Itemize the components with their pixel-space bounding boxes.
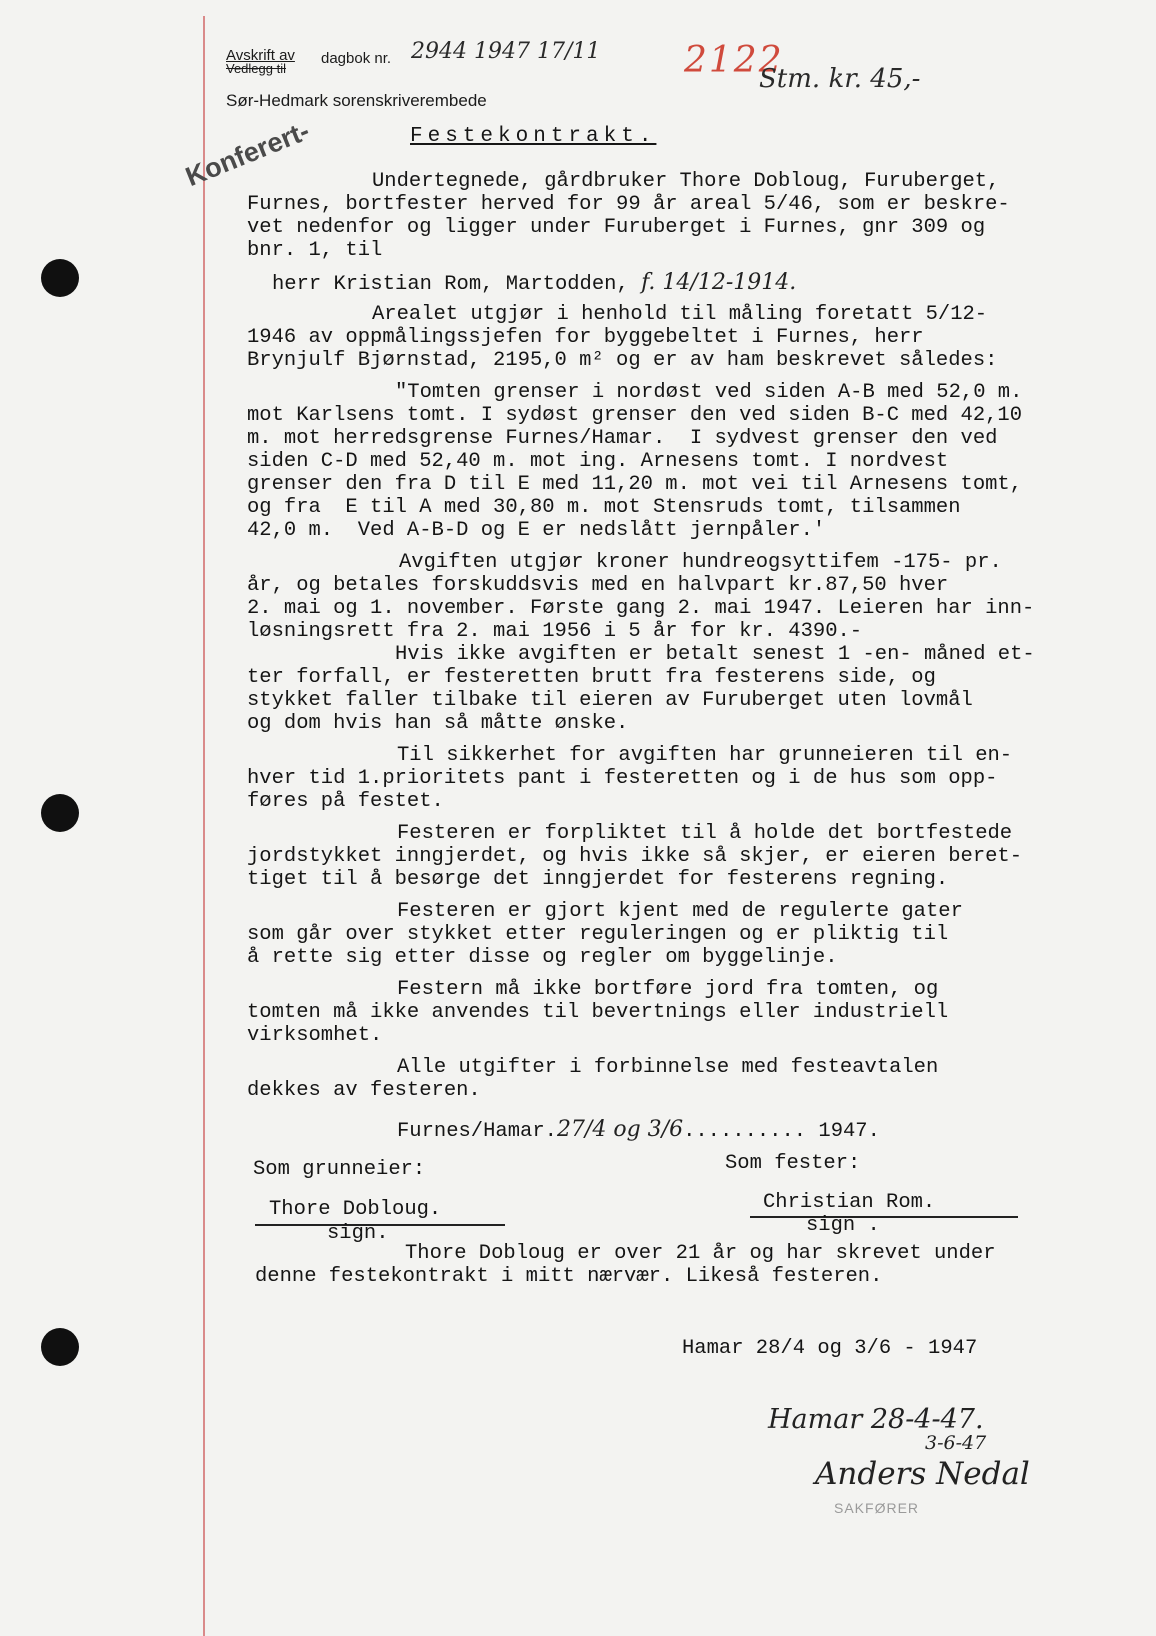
lessee-signature-rule [750,1216,1018,1218]
sakforer-stamp: SAKFØRER [834,1500,920,1516]
lawyer-signature: Anders Nedal [815,1456,1030,1492]
punch-hole [41,259,79,297]
text-line: 42,0 m. Ved A-B-D og E er nedslått jernpåler.' [247,519,826,542]
text-line: vet nedenfor og ligger under Furuberget i Furnes, gnr 309 og [247,216,986,239]
text-line: hver tid 1.prioritets pant i festeretten og i de hus som opp- [247,767,998,790]
contract-body [247,170,1127,1102]
text-line: bnr. 1, til [247,239,383,262]
text-line: Festern må ikke bortføre jord fra tomten, og [397,978,939,1001]
text-line: siden C-D med 52,40 m. mot ing. Arnesens tomt. I nordvest [247,450,949,473]
text-line: grenser den fra D til E med 11,20 m. mot vei til Arnesens tomt, [247,473,1023,496]
text-line: "Tomten grenser i nordøst ved siden A-B med 52,0 m. [395,381,1023,404]
text-line: føres på festet. [247,790,444,813]
text-line: jordstykket inngjerdet, og hvis ikke så skjer, er eieren beret- [247,845,1023,868]
vedlegg-label: Vedlegg til [226,61,286,76]
punch-hole [41,794,79,832]
dagbok-label: dagbok nr. [321,50,392,67]
place-date-prefix: Furnes/Hamar. [397,1120,557,1143]
text-line: Hvis ikke avgiften er betalt senest 1 -en- måned et- [395,643,1035,666]
text-line: 1946 av oppmålingssjefen for byggebeltet i Furnes, herr [247,326,924,349]
text-line: 2. mai og 1. november. Første gang 2. mai 1947. Leieren har inn- [247,597,1035,620]
lessee-signature-name: Christian Rom. [763,1191,936,1214]
lessee-label: Som fester: [725,1152,861,1175]
witness-date: Hamar 28/4 og 3/6 - 1947 [682,1337,978,1360]
text-line: tiget til å besørge det inngjerdet for festerens regning. [247,868,949,891]
witness-line: Thore Dobloug er over 21 år og har skrevet under [405,1242,996,1265]
text-line: Avgiften utgjør kroner hundreogsyttifem -175- pr. [399,551,1002,574]
text-line: og dom hvis han så måtte ønske. [247,712,629,735]
text-line: Festeren er gjort kjent med de regulerte gater [397,900,963,923]
header-avskrift [226,47,295,76]
text-line: stykket faller tilbake til eieren av Furuberget uten lovmål [247,689,973,712]
margin-rule [203,16,205,1636]
text-line: Brynjulf Bjørnstad, 2195,0 m² og er av ham beskrevet således: [247,349,998,372]
lessee-line [247,271,1127,294]
text-line: mot Karlsens tomt. I sydøst grenser den ved siden B-C med 42,10 [247,404,1023,427]
place-date-dots: .......... [683,1120,807,1143]
red-case-number: 2122 [684,40,784,81]
text-line: Arealet utgjør i henhold til måling foretatt 5/12- [372,303,988,326]
lessee-birthdate: f. 14/12-1914. [641,270,797,295]
avskrift-label: Avskrift av [226,47,295,64]
text-line: dekkes av festeren. [247,1079,481,1102]
owner-name: Thore Dobloug. [269,1198,442,1221]
text-line: Furnes, bortfester herved for 99 år areal 5/46, som er beskre- [247,193,1010,216]
dagbok-number: 2944 1947 17/11 [411,39,601,64]
lessee-sign: sign . [806,1214,880,1237]
office-name: Sør-Hedmark sorenskriverembede [226,91,487,110]
text-line: Til sikkerhet for avgiften har grunneieren til en- [397,744,1013,767]
text-line: og fra E til A med 30,80 m. mot Stensruds tomt, tilsammen [247,496,961,519]
text-line: løsningsrett fra 2. mai 1956 i 5 år for kr. 4390.- [247,620,863,643]
text-line: tomten må ikke anvendes til bevertnings eller industriell [247,1001,949,1024]
text-line: Festeren er forpliktet til å holde det bortfestede [397,822,1013,845]
text-line: virksomhet. [247,1024,383,1047]
handwritten-date: Hamar 28-4-47. [768,1404,984,1435]
punch-hole [41,1328,79,1366]
text-line: Alle utgifter i forbinnelse med festeavtalen [397,1056,939,1079]
text-line: m. mot herredsgrense Furnes/Hamar. I sydvest grenser den ved [247,427,998,450]
text-line: år, og betales forskuddsvis med en halvpart kr.87,50 hver [247,574,949,597]
place-date-year: 1947. [818,1120,880,1143]
konferert-stamp: Konferert- [181,115,314,193]
stamp-fee: Stm. kr. 45,- [759,64,921,94]
place-date-line [397,1117,880,1143]
text-line: Undertegnede, gårdbruker Thore Dobloug, Furuberget, [372,170,1000,193]
place-date-hand: 27/4 og 3/6 [556,1117,684,1142]
text-line: ter forfall, er festeretten brutt fra festerens side, og [247,666,936,689]
lessee-name: herr Kristian Rom, Martodden, [272,273,629,296]
owner-label: Som grunneier: [253,1158,426,1181]
document-title: Festekontrakt. [410,125,657,148]
owner-sign: sign. [327,1222,389,1245]
witness-line: denne festekontrakt i mitt nærvær. Likeså festeren. [255,1265,883,1288]
text-line: som går over stykket etter reguleringen og er pliktig til [247,923,949,946]
text-line: å rette sig etter disse og regler om byggelinje. [247,946,838,969]
handwritten-date-2: 3-6-47 [925,1432,987,1454]
